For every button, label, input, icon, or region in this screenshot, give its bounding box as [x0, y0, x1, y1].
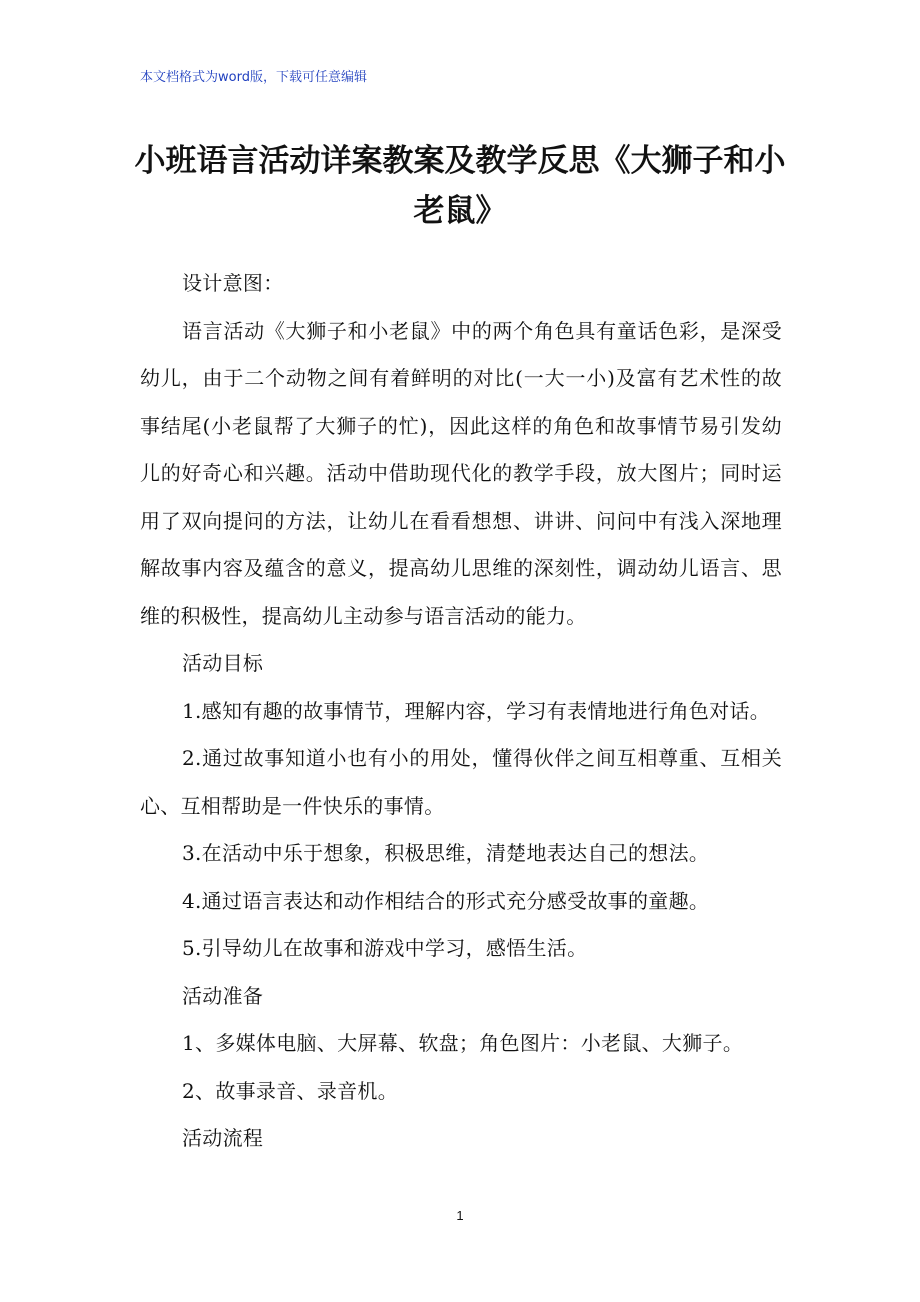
goal-item-1: 1.感知有趣的故事情节，理解内容，学习有表情地进行角色对话。 [182, 698, 771, 723]
section-heading-goals: 活动目标 [182, 651, 264, 675]
goal-item-2: 2.通过故事知道小也有小的用处，懂得伙伴之间互相尊重、互相关心、互相帮助是一件快乐的事情。 [140, 746, 782, 818]
section-heading-process: 活动流程 [182, 1126, 264, 1150]
page-number: 1 [456, 1208, 464, 1223]
section-heading-design-intent: 设计意图： [182, 271, 284, 295]
goal-item-3: 3.在活动中乐于想象，积极思维，清楚地表达自己的想法。 [182, 841, 710, 865]
preparation-item-1: 1、多媒体电脑、大屏幕、软盘；角色图片：小老鼠、大狮子。 [182, 1031, 744, 1055]
document-title: 小班语言活动详案教案及教学反思《大狮子和小老鼠》 [134, 143, 786, 229]
section-heading-preparation: 活动准备 [182, 983, 264, 1008]
goal-item-4: 4.通过语言表达和动作相结合的形式充分感受故事的童趣。 [182, 888, 710, 913]
document-body [140, 260, 782, 1163]
header-note: 本文档格式为word版，下载可任意编辑 [140, 70, 367, 85]
goal-item-5: 5.引导幼儿在故事和游戏中学习，感悟生活。 [182, 936, 588, 960]
preparation-item-2: 2、故事录音、录音机。 [182, 1078, 399, 1103]
paragraph-design-intent: 语言活动《大狮子和小老鼠》中的两个角色具有童话色彩，是深受幼儿，由于二个动物之间有着鲜明的对比(一大一小)及富有艺术性的故事结尾(小老鼠帮了大狮子的忙)，因此这样的角色和故事情节易引发幼儿的好奇心和兴趣。活动中借助现代化的教学手段，放大图片；同时运用了双向提问的方法，让幼儿在看看想想、讲讲、问问中有浅入深地理解故事内容及蕴含的意义，提高幼儿思维的深刻性，调动幼儿语言、思维的积极性，提高幼儿主动参与语言活动的能力。 [140, 318, 782, 628]
